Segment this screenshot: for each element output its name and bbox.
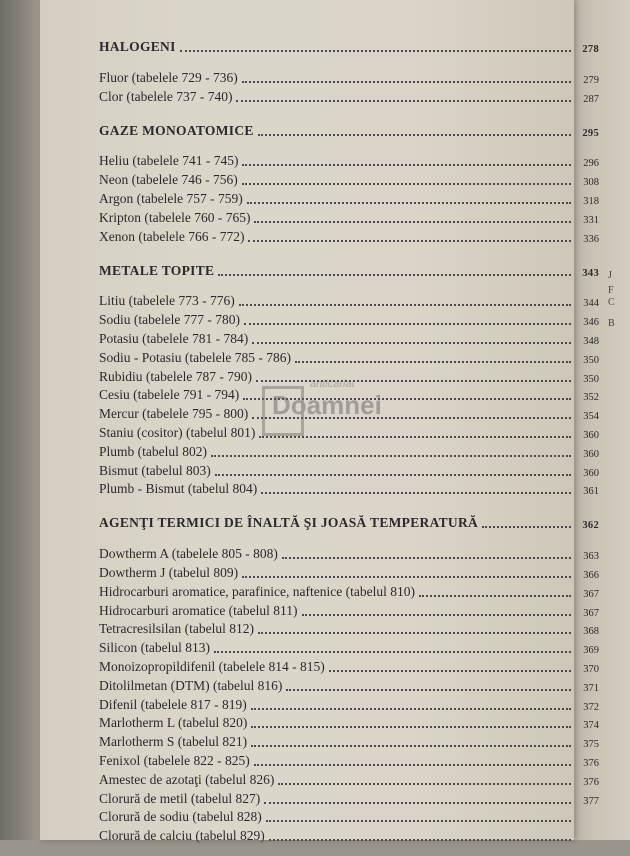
page-number: 308 (583, 177, 599, 189)
dot-leader (266, 820, 571, 822)
page-number: 363 (583, 551, 599, 563)
dot-leader (247, 202, 571, 204)
page-number: 350 (583, 373, 599, 385)
entry-label: Xenon (tabelele 766 - 772) (99, 228, 245, 244)
dot-leader (180, 50, 571, 52)
dot-leader (248, 240, 571, 242)
toc-entry (99, 309, 599, 328)
adjacent-page-fragment: C (608, 297, 615, 308)
page-number: 336 (583, 233, 599, 245)
page-number: 350 (583, 354, 599, 366)
dot-leader (242, 81, 571, 83)
toc-entry (99, 207, 599, 226)
toc-entry (99, 441, 599, 460)
entry-label: Hidrocarburi aromatice (tabelul 811) (99, 602, 298, 618)
entry-label: Clorură de sodiu (tabelul 828) (99, 809, 262, 825)
entry-label: Monoizopropildifenil (tabelele 814 - 815) (99, 658, 325, 674)
entry-label: Potasiu (tabelele 781 - 784) (99, 330, 249, 346)
page-number: 354 (583, 411, 599, 423)
entry-label: Sodiu (tabelele 777 - 780) (99, 312, 240, 328)
dot-leader (236, 100, 571, 102)
entry-label: Plumb (tabelul 802) (99, 443, 207, 459)
dot-leader (278, 783, 571, 785)
entry-label: Rubidiu (tabelele 787 - 790) (99, 368, 252, 384)
dot-leader (269, 839, 571, 841)
entry-label: Ditolilmetan (DTM) (tabelul 816) (99, 677, 283, 693)
toc-entry (99, 788, 599, 807)
page-number: 368 (583, 626, 599, 638)
page-number: 331 (583, 214, 599, 226)
dot-leader (254, 764, 571, 766)
entry-label: Staniu (cositor) (tabelul 801) (99, 424, 256, 440)
page-number: 362 (582, 520, 599, 532)
toc-entry (99, 543, 599, 562)
entry-label: Marlotherm L (tabelul 820) (99, 715, 248, 731)
entry-label: Litiu (tabelele 773 - 776) (99, 293, 235, 309)
adjacent-page-fragment: J (608, 270, 612, 281)
dot-leader (264, 802, 571, 804)
toc-section-gaze-monoatomice (99, 117, 599, 245)
adjacent-page-fragment: B (608, 318, 615, 329)
page-number: 376 (583, 757, 599, 769)
toc-entry (99, 347, 599, 366)
dot-leader (251, 726, 571, 728)
dot-leader (329, 670, 571, 672)
page-number: 375 (583, 739, 599, 751)
page-number: 377 (583, 795, 599, 807)
dot-leader (214, 651, 571, 653)
watermark-line2: Doamnei (272, 390, 382, 420)
dot-leader (218, 274, 571, 276)
toc-entry (99, 713, 599, 732)
dot-leader (482, 526, 571, 528)
page-number: 318 (583, 195, 599, 207)
entry-label: Cesiu (tabelele 791 - 794) (99, 387, 240, 403)
dot-leader (252, 342, 571, 344)
toc-entry (99, 750, 599, 769)
page-number: 278 (582, 44, 599, 55)
toc-entry (99, 637, 599, 656)
dot-leader (419, 595, 571, 597)
watermark-line1: anticariat (310, 378, 355, 390)
section-heading (99, 509, 599, 531)
toc-section-agenti-termici (99, 509, 599, 844)
entry-label: Tetracresilsilan (tabelul 812) (99, 621, 254, 637)
entry-label: Fenixol (tabelele 822 - 825) (99, 752, 250, 768)
dot-leader (254, 221, 571, 223)
adjacent-page-fragment: F (608, 285, 614, 296)
entry-label: Heliu (tabelele 741 - 745) (99, 153, 239, 169)
page-number: 369 (583, 645, 599, 657)
entry-label: Fluor (tabelele 729 - 736) (99, 69, 238, 85)
entry-label: Neon (tabelele 746 - 756) (99, 172, 238, 188)
page-number: 374 (583, 720, 599, 732)
toc-entry (99, 67, 599, 86)
entry-label: Argon (tabelele 757 - 759) (99, 190, 243, 206)
dot-leader (239, 304, 571, 306)
page-number: 346 (583, 317, 599, 329)
dot-leader (261, 492, 571, 494)
toc-entry (99, 291, 599, 310)
entry-label: Silicon (tabelul 813) (99, 640, 210, 656)
page-number: 344 (583, 298, 599, 310)
toc-entry (99, 769, 599, 788)
dot-leader (286, 689, 571, 691)
entry-label: Kripton (tabelele 760 - 765) (99, 209, 251, 225)
page-number: 296 (583, 158, 599, 170)
page-number: 287 (583, 93, 599, 105)
entry-label: Clorură de calciu (tabelul 829) (99, 828, 265, 844)
toc-entry (99, 460, 599, 479)
toc-entry (99, 169, 599, 188)
entry-label: Sodiu - Potasiu (tabelele 785 - 786) (99, 349, 291, 365)
page-number: 367 (583, 588, 599, 600)
page-number: 372 (583, 701, 599, 713)
entry-label: Clor (tabelele 737 - 740) (99, 88, 233, 104)
entry-label: Hidrocarburi aromatice, parafinice, naftenice (tabelul 810) (99, 583, 415, 599)
toc-section-halogeni (99, 33, 599, 105)
toc-entry (99, 188, 599, 207)
toc-entry (99, 86, 599, 105)
toc-entry (99, 151, 599, 170)
toc-entry (99, 807, 599, 826)
page-number: 343 (582, 267, 599, 279)
toc-entry (99, 600, 599, 619)
entry-label: Clorură de metil (tabelul 827) (99, 790, 261, 806)
toc-entry (99, 562, 599, 581)
watermark (260, 378, 400, 438)
toc-entry (99, 479, 599, 498)
entry-label: Difenil (tabelele 817 - 819) (99, 696, 247, 712)
dot-leader (258, 134, 571, 136)
section-title: HALOGENI (99, 39, 176, 54)
dot-leader (242, 183, 571, 185)
page-number: 370 (583, 663, 599, 675)
page-number: 366 (583, 569, 599, 581)
entry-label: Marlotherm S (tabelul 821) (99, 734, 248, 750)
toc-entry (99, 581, 599, 600)
page-number: 279 (583, 74, 599, 86)
dot-leader (302, 614, 571, 616)
section-title: GAZE MONOATOMICE (99, 122, 254, 138)
section-heading (99, 257, 599, 279)
dot-leader (258, 632, 571, 634)
table-of-contents (99, 33, 599, 856)
dot-leader (242, 164, 571, 166)
section-title: METALE TOPITE (99, 262, 215, 278)
dot-leader (251, 745, 571, 747)
page-number: 360 (583, 448, 599, 460)
toc-entry (99, 226, 599, 245)
page-number: 367 (583, 607, 599, 619)
toc-entry (99, 731, 599, 750)
dot-leader (251, 708, 571, 710)
toc-entry (99, 328, 599, 347)
toc-entry (99, 675, 599, 694)
book-spine-shadow (0, 0, 40, 840)
page-number: 295 (582, 127, 599, 139)
page-number: 360 (583, 467, 599, 479)
dot-leader (215, 474, 571, 476)
entry-label: Mercur (tabelele 795 - 800) (99, 406, 249, 422)
dot-leader (211, 455, 571, 457)
dot-leader (295, 361, 571, 363)
toc-section-metale-topite (99, 257, 599, 498)
page-number: 352 (583, 392, 599, 404)
page-number: 361 (583, 486, 599, 498)
dot-leader (242, 576, 571, 578)
entry-label: Amestec de azotaţi (tabelul 826) (99, 771, 275, 787)
section-title: AGENŢI TERMICI DE ÎNALTĂ ŞI JOASĂ TEMPERATURĂ (99, 515, 479, 531)
toc-entry (99, 656, 599, 675)
entry-label: Dowtherm J (tabelul 809) (99, 564, 239, 580)
page-number: 360 (583, 429, 599, 441)
section-heading (99, 117, 599, 139)
page-number: 371 (583, 682, 599, 694)
toc-entry (99, 825, 599, 844)
toc-entry (99, 619, 599, 638)
entry-label: Dowtherm A (tabelele 805 - 808) (99, 546, 278, 562)
dot-leader (282, 557, 571, 559)
page-number: 348 (583, 335, 599, 347)
page-number: 376 (583, 776, 599, 788)
dot-leader (244, 323, 571, 325)
entry-label: Plumb - Bismut (tabelul 804) (99, 481, 258, 497)
entry-label: Bismut (tabelul 803) (99, 462, 211, 478)
section-heading (99, 33, 599, 55)
toc-entry (99, 694, 599, 713)
